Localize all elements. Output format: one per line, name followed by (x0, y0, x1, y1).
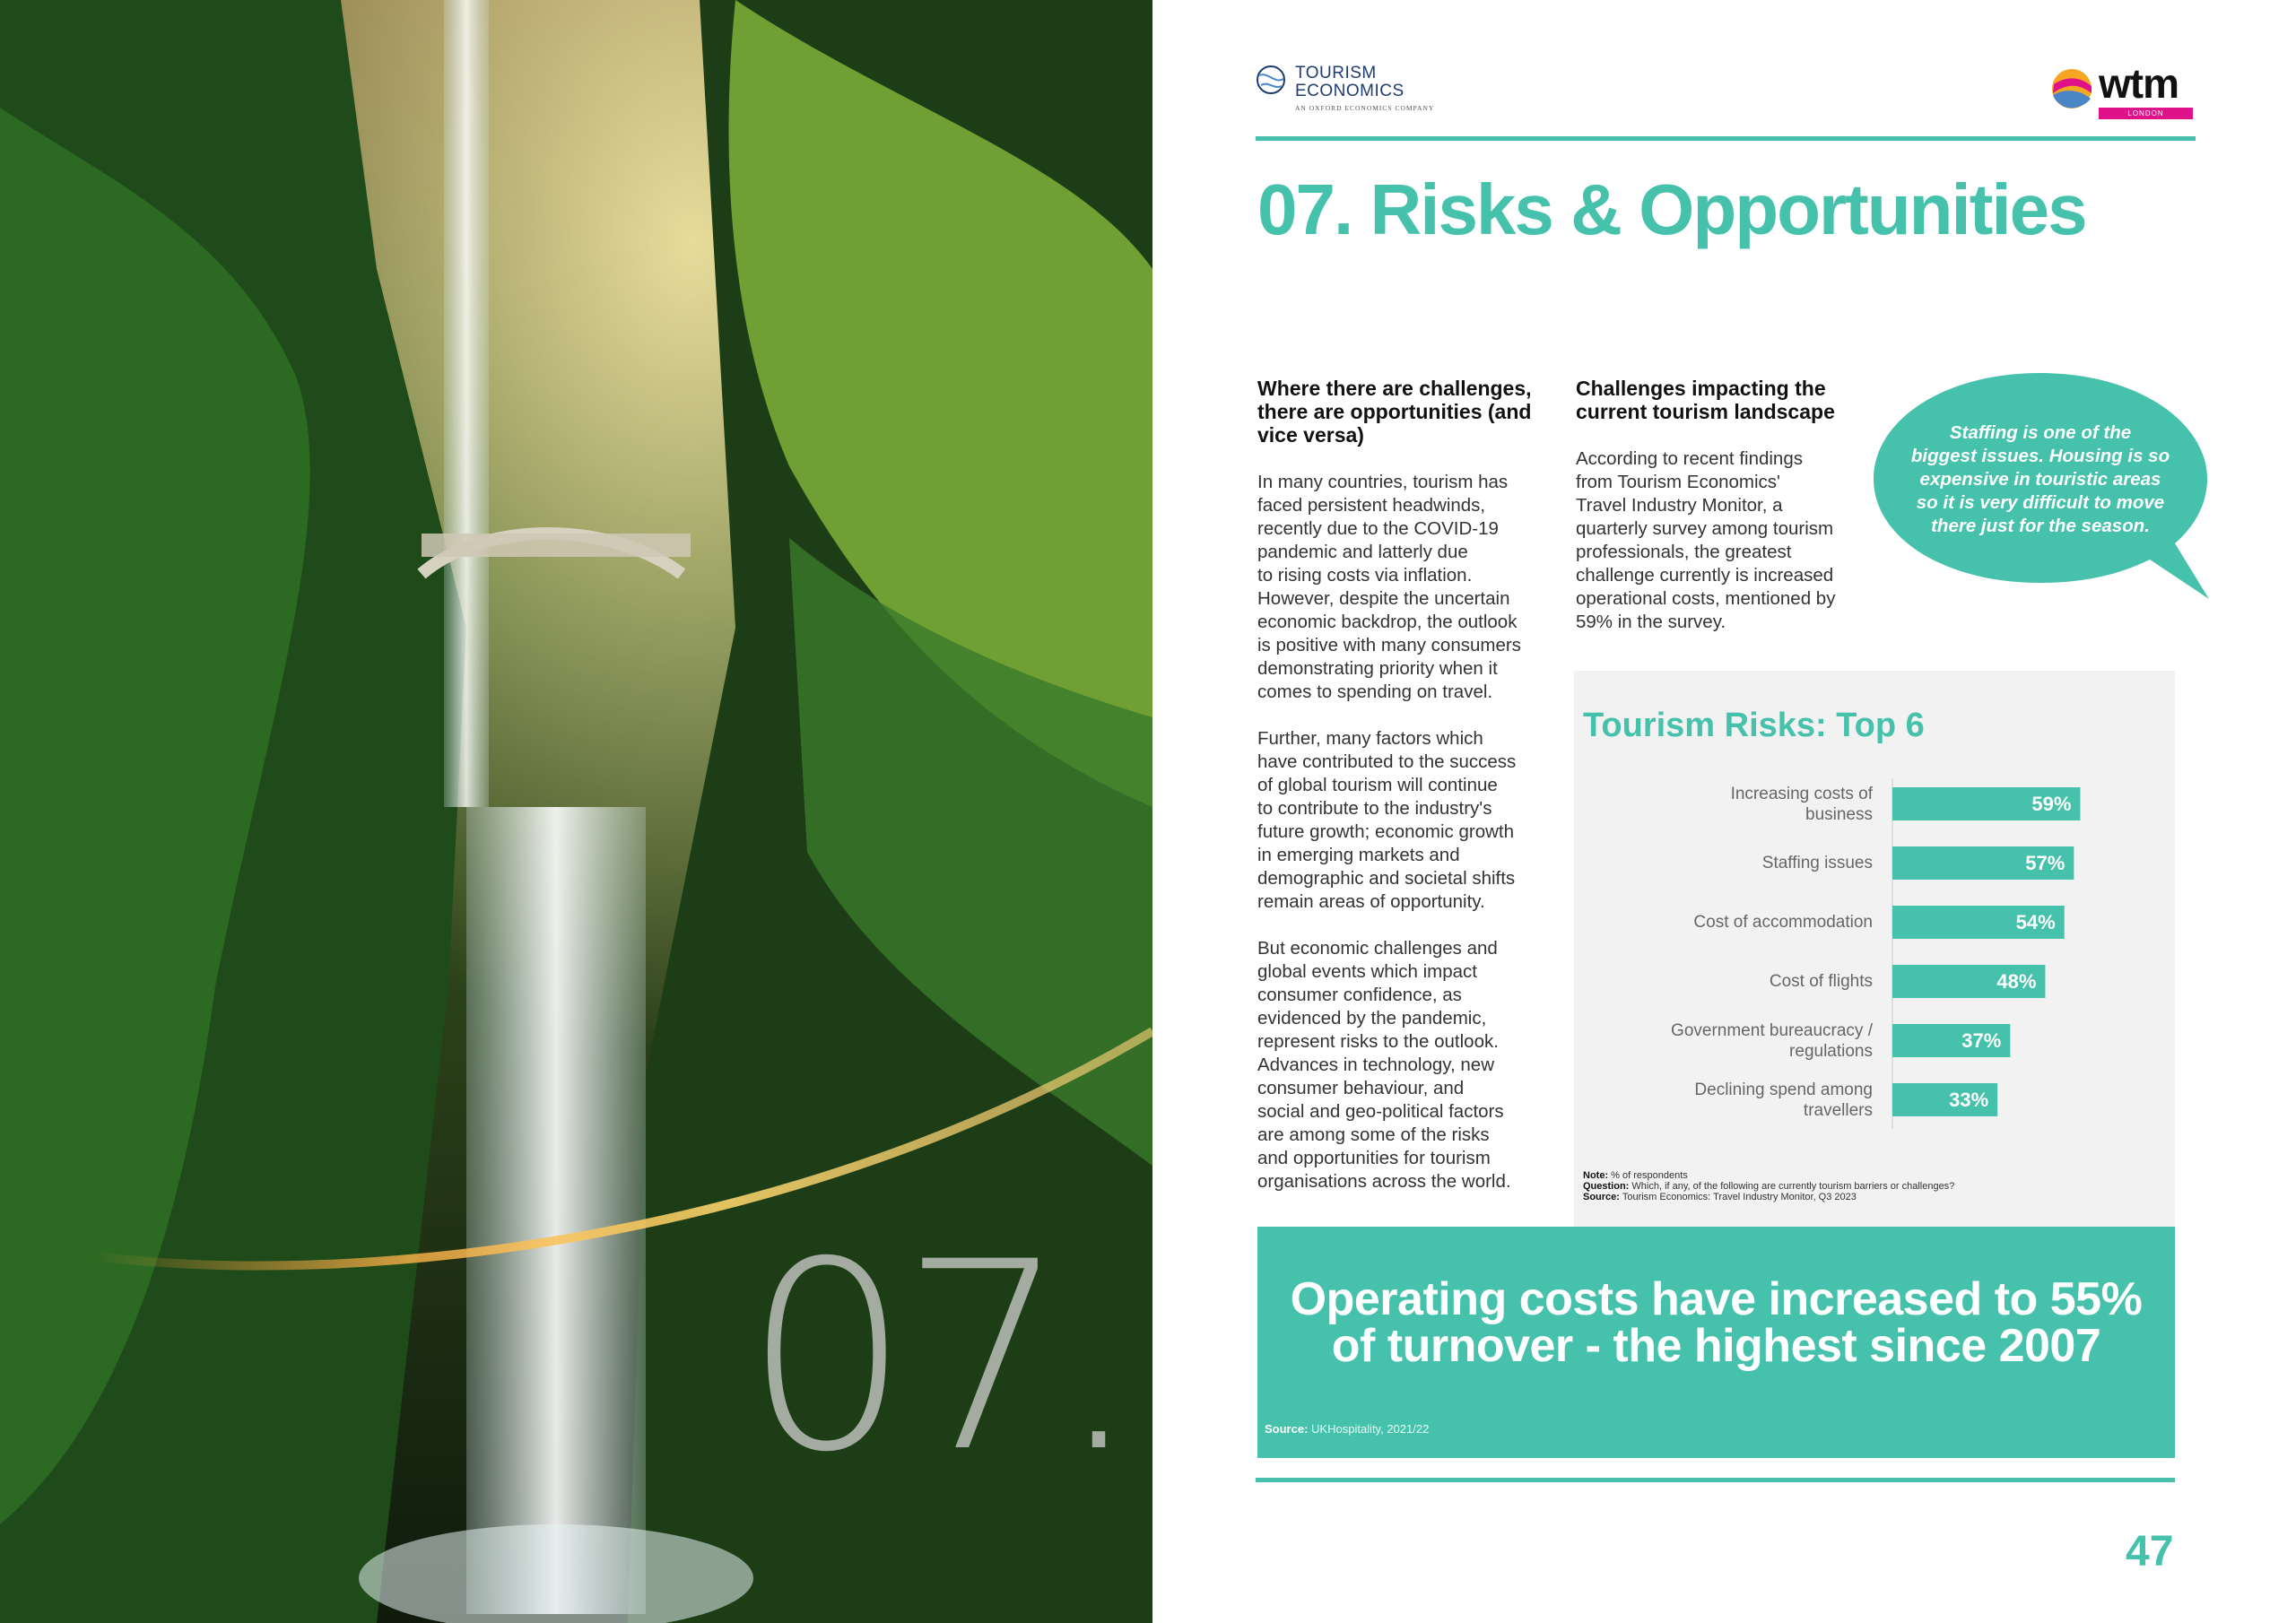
note-label: Note: (1583, 1170, 1609, 1181)
te-logo-sub: AN OXFORD ECONOMICS COMPANY (1295, 104, 1435, 112)
bottom-rule (1256, 1478, 2175, 1482)
question-label: Question: (1583, 1181, 1630, 1192)
column-one-para1: In many countries, tourism has faced persistent headwinds, recently due to the COVID-19 pandemic and latterly due to rising costs via inflation. However, despite the uncertain economic backdrop, the outlook is positive with many consumers demonstrating priority when it comes to spending on travel. (1257, 472, 1521, 702)
chart-title: Tourism Risks: Top 6 (1583, 707, 1925, 744)
wtm-swirl-icon (2049, 66, 2094, 111)
tourism-economics-logo (1256, 65, 1434, 112)
wtm-london-tag: LONDON (2099, 108, 2193, 119)
top-rule (1256, 136, 2196, 141)
report-page (1152, 0, 2296, 1623)
wtm-wordmark: wtm (2099, 60, 2179, 107)
column-one (1257, 377, 1562, 1217)
quote-text: Staffing is one of the biggest issues. Housing is so expensive in touristic areas so it is very difficult to move there just for the season. (1910, 422, 2170, 536)
te-logo-line1: TOURISM (1295, 64, 1377, 82)
banner-source-label: Source: (1265, 1422, 1309, 1436)
page-number: 47 (2126, 1528, 2174, 1575)
te-logo-line2: ECONOMICS (1295, 82, 1405, 100)
bar-value-label: 59% (2031, 793, 2072, 815)
section-number: 07. (744, 1207, 1132, 1509)
chart-notes (1583, 1170, 1954, 1202)
category-label: Increasing costs of business (1730, 785, 1873, 824)
bar-value-label: 33% (1949, 1089, 1989, 1111)
category-label: Government bureaucracy / regulations (1671, 1021, 1873, 1061)
tourism-risks-chart (1574, 671, 2175, 1227)
source-label: Source: (1583, 1192, 1620, 1202)
bar-value-label: 37% (1961, 1029, 2002, 1052)
category-label: Cost of accommodation (1693, 913, 1873, 932)
bar-value-label: 57% (2025, 852, 2066, 874)
category-label: Cost of flights (1769, 972, 1873, 991)
category-label: Staffing issues (1761, 854, 1873, 872)
column-two (1576, 377, 1876, 657)
chart-plot (1574, 671, 2175, 1173)
bar-value-label: 54% (2015, 911, 2056, 933)
banner-source (1265, 1422, 1429, 1436)
bar-value-label: 48% (1996, 970, 2037, 993)
column-one-para2: Further, many factors which have contributed to the success of global tourism will continue to contribute to the industry's future growth; economic growth in emerging markets and demographic and societal shifts remain areas of opportunity. (1257, 728, 1517, 912)
column-two-para1: According to recent findings from Tourism Economics' Travel Industry Monitor, a quarterly survey among tourism professionals, the greatest challenge currently is increased operational costs, mentioned by 59% in the survey. (1576, 448, 1836, 632)
globe-icon (1256, 65, 1286, 95)
source-text: Tourism Economics: Travel Industry Monitor, Q3 2023 (1622, 1192, 1857, 1202)
question-text: Which, if any, of the following are currently tourism barriers or challenges? (1631, 1181, 1955, 1192)
column-two-heading: Challenges impacting the current tourism landscape (1576, 377, 1835, 423)
banner-source-text: UKHospitality, 2021/22 (1311, 1422, 1430, 1436)
wtm-logo (2049, 60, 2202, 122)
page-title: 07. Risks & Opportunities (1257, 169, 2086, 249)
note-text: % of respondents (1611, 1170, 1688, 1181)
column-one-heading: Where there are challenges, there are opportunities (and vice versa) (1257, 377, 1532, 447)
callout-banner (1257, 1227, 2175, 1458)
category-label: Declining spend among travellers (1694, 1081, 1873, 1120)
column-one-para3: But economic challenges and global events which impact consumer confidence, as evidenced by the pandemic, represent risks to the outlook. Advances in technology, new consumer behaviour, and social and geo-political factors are among some of the risks and opportunities for tourism organisations across the world. (1257, 938, 1511, 1192)
banner-headline: Operating costs have increased to 55% of turnover - the highest since 2007 (1290, 1273, 2143, 1372)
